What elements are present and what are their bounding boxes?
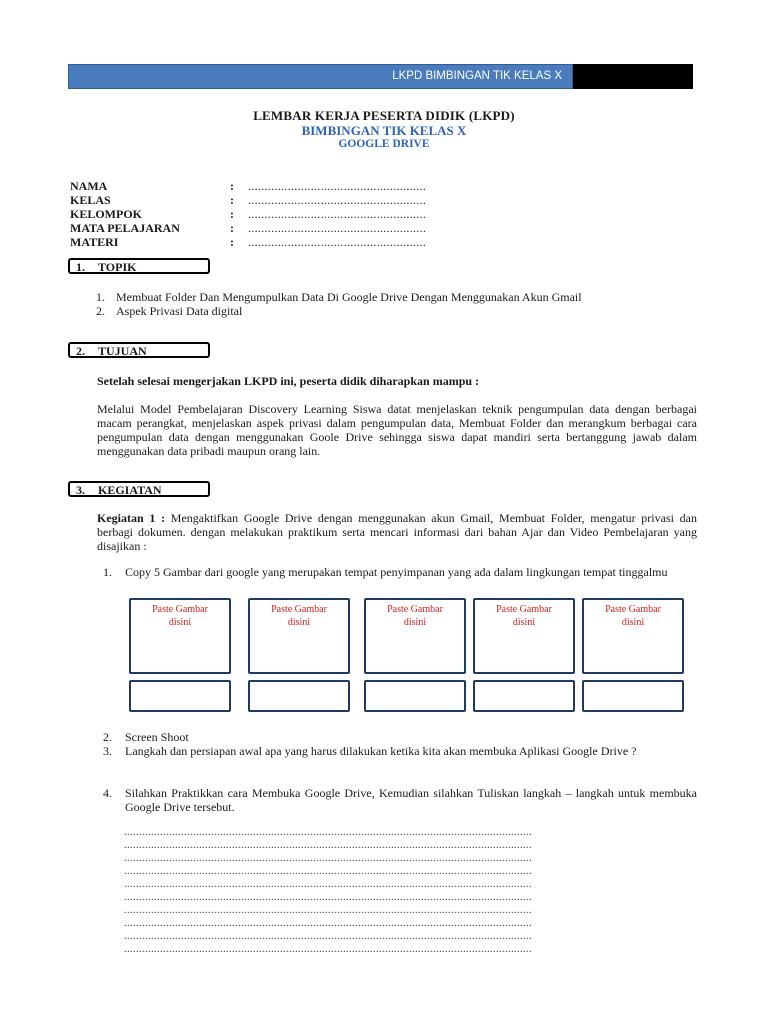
section-heading-tujuan xyxy=(68,342,210,358)
identity-label: MATERI xyxy=(70,235,119,249)
identity-row-nama xyxy=(70,179,426,193)
identity-fill-line[interactable]: ...................................................... xyxy=(248,179,427,193)
section-label: TOPIK xyxy=(98,260,137,274)
paste-image-box-4[interactable] xyxy=(473,598,575,674)
section-number: 1. xyxy=(76,260,85,274)
identity-fill-line[interactable]: ...................................................... xyxy=(248,207,427,221)
paste-box-label: Paste Gambar xyxy=(605,604,661,615)
section-number: 3. xyxy=(76,483,85,497)
identity-row-mata-pelajaran xyxy=(70,221,426,235)
identity-row-kelas xyxy=(70,193,426,207)
identity-colon: : xyxy=(230,179,234,193)
kegiatan-description xyxy=(97,511,697,553)
tujuan-intro: Setelah selesai mengerjakan LKPD ini, peserta didik diharapkan mampu : xyxy=(97,374,480,388)
step-text: Langkah dan persiapan awal apa yang harus dilakukan ketika kita akan membuka Aplikasi Google Drive ? xyxy=(125,744,637,758)
document-subtitle: BIMBINGAN TIK KELAS X xyxy=(301,123,467,138)
identity-fill-line[interactable]: ...................................................... xyxy=(248,221,427,235)
step-1 xyxy=(103,565,697,579)
step-number: 2. xyxy=(103,730,112,744)
kegiatan-text: Mengaktifkan Google Drive dengan menggunakan akun Gmail, Membuat Folder, mengatur privasi dan berbagi dokumen. dengan melakukan praktikum serta mencari informasi dari bahan Ajar dan Video Pembelajaran yang disajikan : xyxy=(97,511,698,553)
caption-box-3[interactable] xyxy=(364,680,466,712)
paste-box-label: Paste Gambar xyxy=(152,604,208,615)
paste-box-label: Paste Gambar xyxy=(387,604,443,615)
identity-label: KELOMPOK xyxy=(70,207,142,221)
identity-label: KELAS xyxy=(70,193,111,207)
list-item xyxy=(96,304,582,318)
document-topic-title: GOOGLE DRIVE xyxy=(338,138,430,150)
answer-line[interactable]: ........................................................................................................................................ xyxy=(124,880,532,890)
identity-colon: : xyxy=(230,235,234,249)
list-number: 2. xyxy=(96,304,105,318)
caption-box-2[interactable] xyxy=(248,680,350,712)
identity-label: NAMA xyxy=(70,179,108,193)
header-bar xyxy=(68,64,693,89)
section-label: KEGIATAN xyxy=(98,483,162,497)
step-4 xyxy=(103,786,697,814)
section-label: TUJUAN xyxy=(98,344,147,358)
answer-line[interactable]: ........................................................................................................................................ xyxy=(124,867,532,877)
answer-line[interactable]: ........................................................................................................................................ xyxy=(124,893,532,903)
identity-row-kelompok xyxy=(70,207,426,221)
paste-box-label: disini xyxy=(287,617,311,628)
step-2 xyxy=(103,730,697,744)
paste-image-box-2[interactable] xyxy=(248,598,350,674)
caption-box-4[interactable] xyxy=(473,680,575,712)
caption-box-5[interactable] xyxy=(582,680,684,712)
list-item xyxy=(96,290,582,304)
header-blue-band xyxy=(68,64,573,89)
identity-row-materi xyxy=(70,235,426,249)
document-title: LEMBAR KERJA PESERTA DIDIK (LKPD) xyxy=(253,108,515,123)
step-text: Screen Shoot xyxy=(125,730,189,744)
paste-image-box-1[interactable] xyxy=(129,598,231,674)
list-text: Aspek Privasi Data digital xyxy=(116,304,243,318)
list-number: 1. xyxy=(96,290,105,304)
identity-colon: : xyxy=(230,221,234,235)
identity-label: MATA PELAJARAN xyxy=(70,221,180,235)
identity-fill-line[interactable]: ...................................................... xyxy=(248,193,427,207)
header-black-band xyxy=(573,64,693,89)
section-heading-kegiatan xyxy=(68,481,210,497)
paste-image-box-5[interactable] xyxy=(582,598,684,674)
answer-line[interactable]: ........................................................................................................................................ xyxy=(124,919,532,929)
paste-box-label: disini xyxy=(403,617,427,628)
identity-colon: : xyxy=(230,207,234,221)
step-number: 3. xyxy=(103,744,112,758)
kegiatan-label: Kegiatan 1 : xyxy=(97,511,166,525)
paste-image-box-3[interactable] xyxy=(364,598,466,674)
identity-fill-line[interactable]: ...................................................... xyxy=(248,235,427,249)
identity-colon: : xyxy=(230,193,234,207)
section-heading-topik xyxy=(68,258,210,274)
tujuan-body: Melalui Model Pembelajaran Discovery Learning Siswa datat menjelaskan teknik pengumpulan data dengan berbagai macam perangkat, menjelaskan aspek privasi dalam pengumpulan data, Membuat Folder dan merangkum berbagai cara pengumpulan data dengan menggunakan Goole Drive sehingga siswa dapat mandiri serta bertanggung jawab dalam menggunakan data pribadi maupun orang lain. xyxy=(97,402,697,458)
paste-box-label: disini xyxy=(512,617,536,628)
answer-line[interactable]: ........................................................................................................................................ xyxy=(124,828,532,838)
caption-box-1[interactable] xyxy=(129,680,231,712)
topik-list xyxy=(96,290,582,318)
answer-line[interactable]: ........................................................................................................................................ xyxy=(124,854,532,864)
identity-block xyxy=(70,179,426,249)
answer-line[interactable]: ........................................................................................................................................ xyxy=(124,945,532,955)
step-number: 4. xyxy=(103,786,112,800)
paste-box-label: disini xyxy=(621,617,645,628)
answer-line[interactable]: ........................................................................................................................................ xyxy=(124,932,532,942)
answer-line[interactable]: ........................................................................................................................................ xyxy=(124,906,532,916)
step-3 xyxy=(103,744,697,758)
header-label: LKPD BIMBINGAN TIK KELAS X xyxy=(392,70,562,82)
list-text: Membuat Folder Dan Mengumpulkan Data Di Google Drive Dengan Menggunakan Akun Gmail xyxy=(116,290,582,304)
step-number: 1. xyxy=(103,565,112,579)
paste-box-label: Paste Gambar xyxy=(271,604,327,615)
section-number: 2. xyxy=(76,344,85,358)
paste-box-label: disini xyxy=(168,617,192,628)
step-text: Copy 5 Gambar dari google yang merupakan tempat penyimpanan yang ada dalam lingkungan tempat tinggalmu xyxy=(125,565,668,579)
answer-line[interactable]: ........................................................................................................................................ xyxy=(124,841,532,851)
paste-box-label: Paste Gambar xyxy=(496,604,552,615)
step-text: Silahkan Praktikkan cara Membuka Google Drive, Kemudian silahkan Tuliskan langkah – langkah untuk membuka Google Drive tersebut. xyxy=(125,786,697,814)
